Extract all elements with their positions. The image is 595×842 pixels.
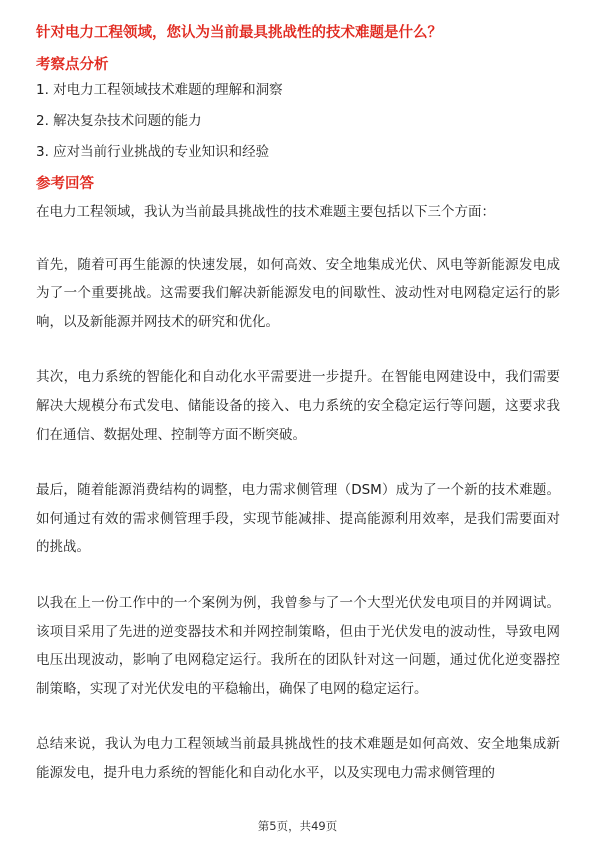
answer-paragraph: 以我在上一份工作中的一个案例为例，我曾参与了一个大型光伏发电项目的并网调试。该项目采用了先进的逆变器技术和并网控制策略，但由于光伏发电的波动性，导致电网电压出现波动，影响了电网稳定运行。我所在的团队针对这一问题，通过优化逆变器控制策略，实现了对光伏发电的平稳输出，确保了电网的稳定运行。 xyxy=(36,594,560,697)
answer-paragraph: 首先，随着可再生能源的快速发展，如何高效、安全地集成光伏、风电等新能源发电成为了一个重要挑战。这需要我们解决新能源发电的间歇性、波动性对电网稳定运行的影响，以及新能源并网技术的研究和优化。 xyxy=(36,256,560,330)
question-heading: 针对电力工程领域，您认为当前最具挑战性的技术难题是什么？ xyxy=(36,25,442,41)
answer-paragraph: 其次，电力系统的智能化和自动化水平需要进一步提升。在智能电网建设中，我们需要解决大规模分布式发电、储能设备的接入、电力系统的安全稳定运行等问题，这要求我们在通信、数据处理、控制等方面不断突破。 xyxy=(36,369,560,443)
reference-title: 参考回答 xyxy=(36,176,94,192)
answer-paragraph: 总结来说，我认为电力工程领域当前最具挑战性的技术难题是如何高效、安全地集成新能源发电，提升电力系统的智能化和自动化水平，以及实现电力需求侧管理的 xyxy=(36,736,560,781)
analysis-title: 考察点分析 xyxy=(36,57,109,73)
analysis-point: 1. 对电力工程领域技术难题的理解和洞察 xyxy=(36,82,283,98)
answer-paragraph: 最后，随着能源消费结构的调整，电力需求侧管理（DSM）成为了一个新的技术难题。如何通过有效的需求侧管理手段，实现节能减排、提高能源利用效率，是我们需要面对的挑战。 xyxy=(36,482,560,556)
analysis-point: 2. 解决复杂技术问题的能力 xyxy=(36,113,202,129)
page-number: 第5页，共49页 xyxy=(257,819,338,833)
answer-paragraph: 在电力工程领域，我认为当前最具挑战性的技术难题主要包括以下三个方面： xyxy=(36,204,495,220)
reference-answer xyxy=(36,198,560,815)
analysis-point: 3. 应对当前行业挑战的专业知识和经验 xyxy=(36,144,270,160)
